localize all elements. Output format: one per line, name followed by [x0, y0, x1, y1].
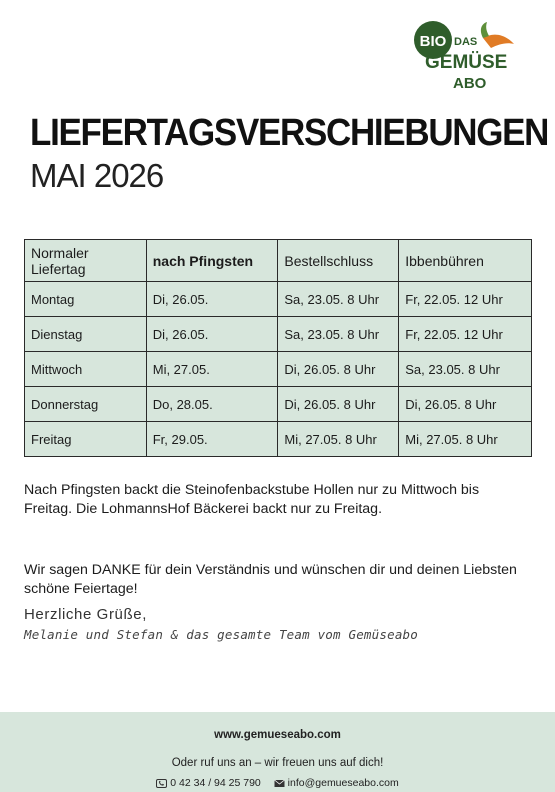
column-header: Ibbenbühren	[399, 240, 532, 282]
table-cell: Di, 26.05. 8 Uhr	[399, 387, 532, 422]
table-cell: Di, 26.05. 8 Uhr	[278, 387, 399, 422]
table-header-row	[25, 240, 532, 282]
table-cell: Dienstag	[25, 317, 147, 352]
column-header: nach Pfingsten	[146, 240, 278, 282]
table-cell: Mittwoch	[25, 352, 147, 387]
envelope-icon	[274, 779, 285, 788]
signature: Melanie und Stefan & das gesamte Team vom Gemüseabo	[24, 627, 419, 642]
table-row	[25, 352, 532, 387]
carrot-icon	[483, 35, 514, 48]
table-cell: Fr, 22.05. 12 Uhr	[399, 282, 532, 317]
call-to-action: Oder ruf uns an – wir freuen uns auf dich!	[171, 757, 384, 769]
table-cell: Sa, 23.05. 8 Uhr	[399, 352, 532, 387]
logo-bio: BIO	[419, 33, 447, 50]
table-cell: Di, 26.05.	[146, 317, 278, 352]
logo-das: DAS	[454, 36, 478, 48]
table-row	[25, 422, 532, 457]
page-title: LIEFERTAGSVERSCHIEBUNGEN	[30, 112, 549, 154]
page-subtitle: MAI 2026	[30, 157, 164, 194]
logo	[413, 18, 517, 94]
table-cell: Mi, 27.05.	[146, 352, 278, 387]
email-address[interactable]: info@gemueseabo.com	[287, 777, 399, 790]
column-header: Bestellschluss	[278, 240, 399, 282]
table-cell: Mi, 27.05. 8 Uhr	[278, 422, 399, 457]
table-cell: Sa, 23.05. 8 Uhr	[278, 282, 399, 317]
table-cell: Do, 28.05.	[146, 387, 278, 422]
table-row	[25, 317, 532, 352]
website-link[interactable]: www.gemueseabo.com	[214, 729, 341, 741]
logo-abo: ABO	[453, 75, 487, 92]
table-cell: Fr, 22.05. 12 Uhr	[399, 317, 532, 352]
table-cell: Fr, 29.05.	[146, 422, 278, 457]
phone-icon	[156, 779, 167, 788]
contact-line	[0, 777, 555, 789]
footer	[0, 712, 555, 792]
table-cell: Mi, 27.05. 8 Uhr	[399, 422, 532, 457]
table-cell: Montag	[25, 282, 147, 317]
table-cell: Donnerstag	[25, 387, 147, 422]
greeting: Herzliche Grüße,	[24, 606, 147, 623]
phone-number[interactable]: 0 42 34 / 94 25 790	[170, 777, 261, 790]
table-cell: Sa, 23.05. 8 Uhr	[278, 317, 399, 352]
bakery-notice: Nach Pfingsten backt die Steinofenbackstube Hollen nur zu Mittwoch bis Freitag. Die LohmannsHof Bäckerei backt nur zu Freitag.	[24, 482, 480, 517]
table-cell: Di, 26.05. 8 Uhr	[278, 352, 399, 387]
column-header: Normaler Liefertag	[25, 240, 147, 282]
thanks-message: Wir sagen DANKE für dein Verständnis und wünschen dir und deinen Liebsten schöne Feiertage!	[24, 562, 517, 597]
logo-gemuese: GEMÜSE	[425, 52, 508, 73]
table-cell: Freitag	[25, 422, 147, 457]
delivery-schedule-table	[24, 239, 532, 457]
table-row	[25, 387, 532, 422]
table-cell: Di, 26.05.	[146, 282, 278, 317]
table-row	[25, 282, 532, 317]
